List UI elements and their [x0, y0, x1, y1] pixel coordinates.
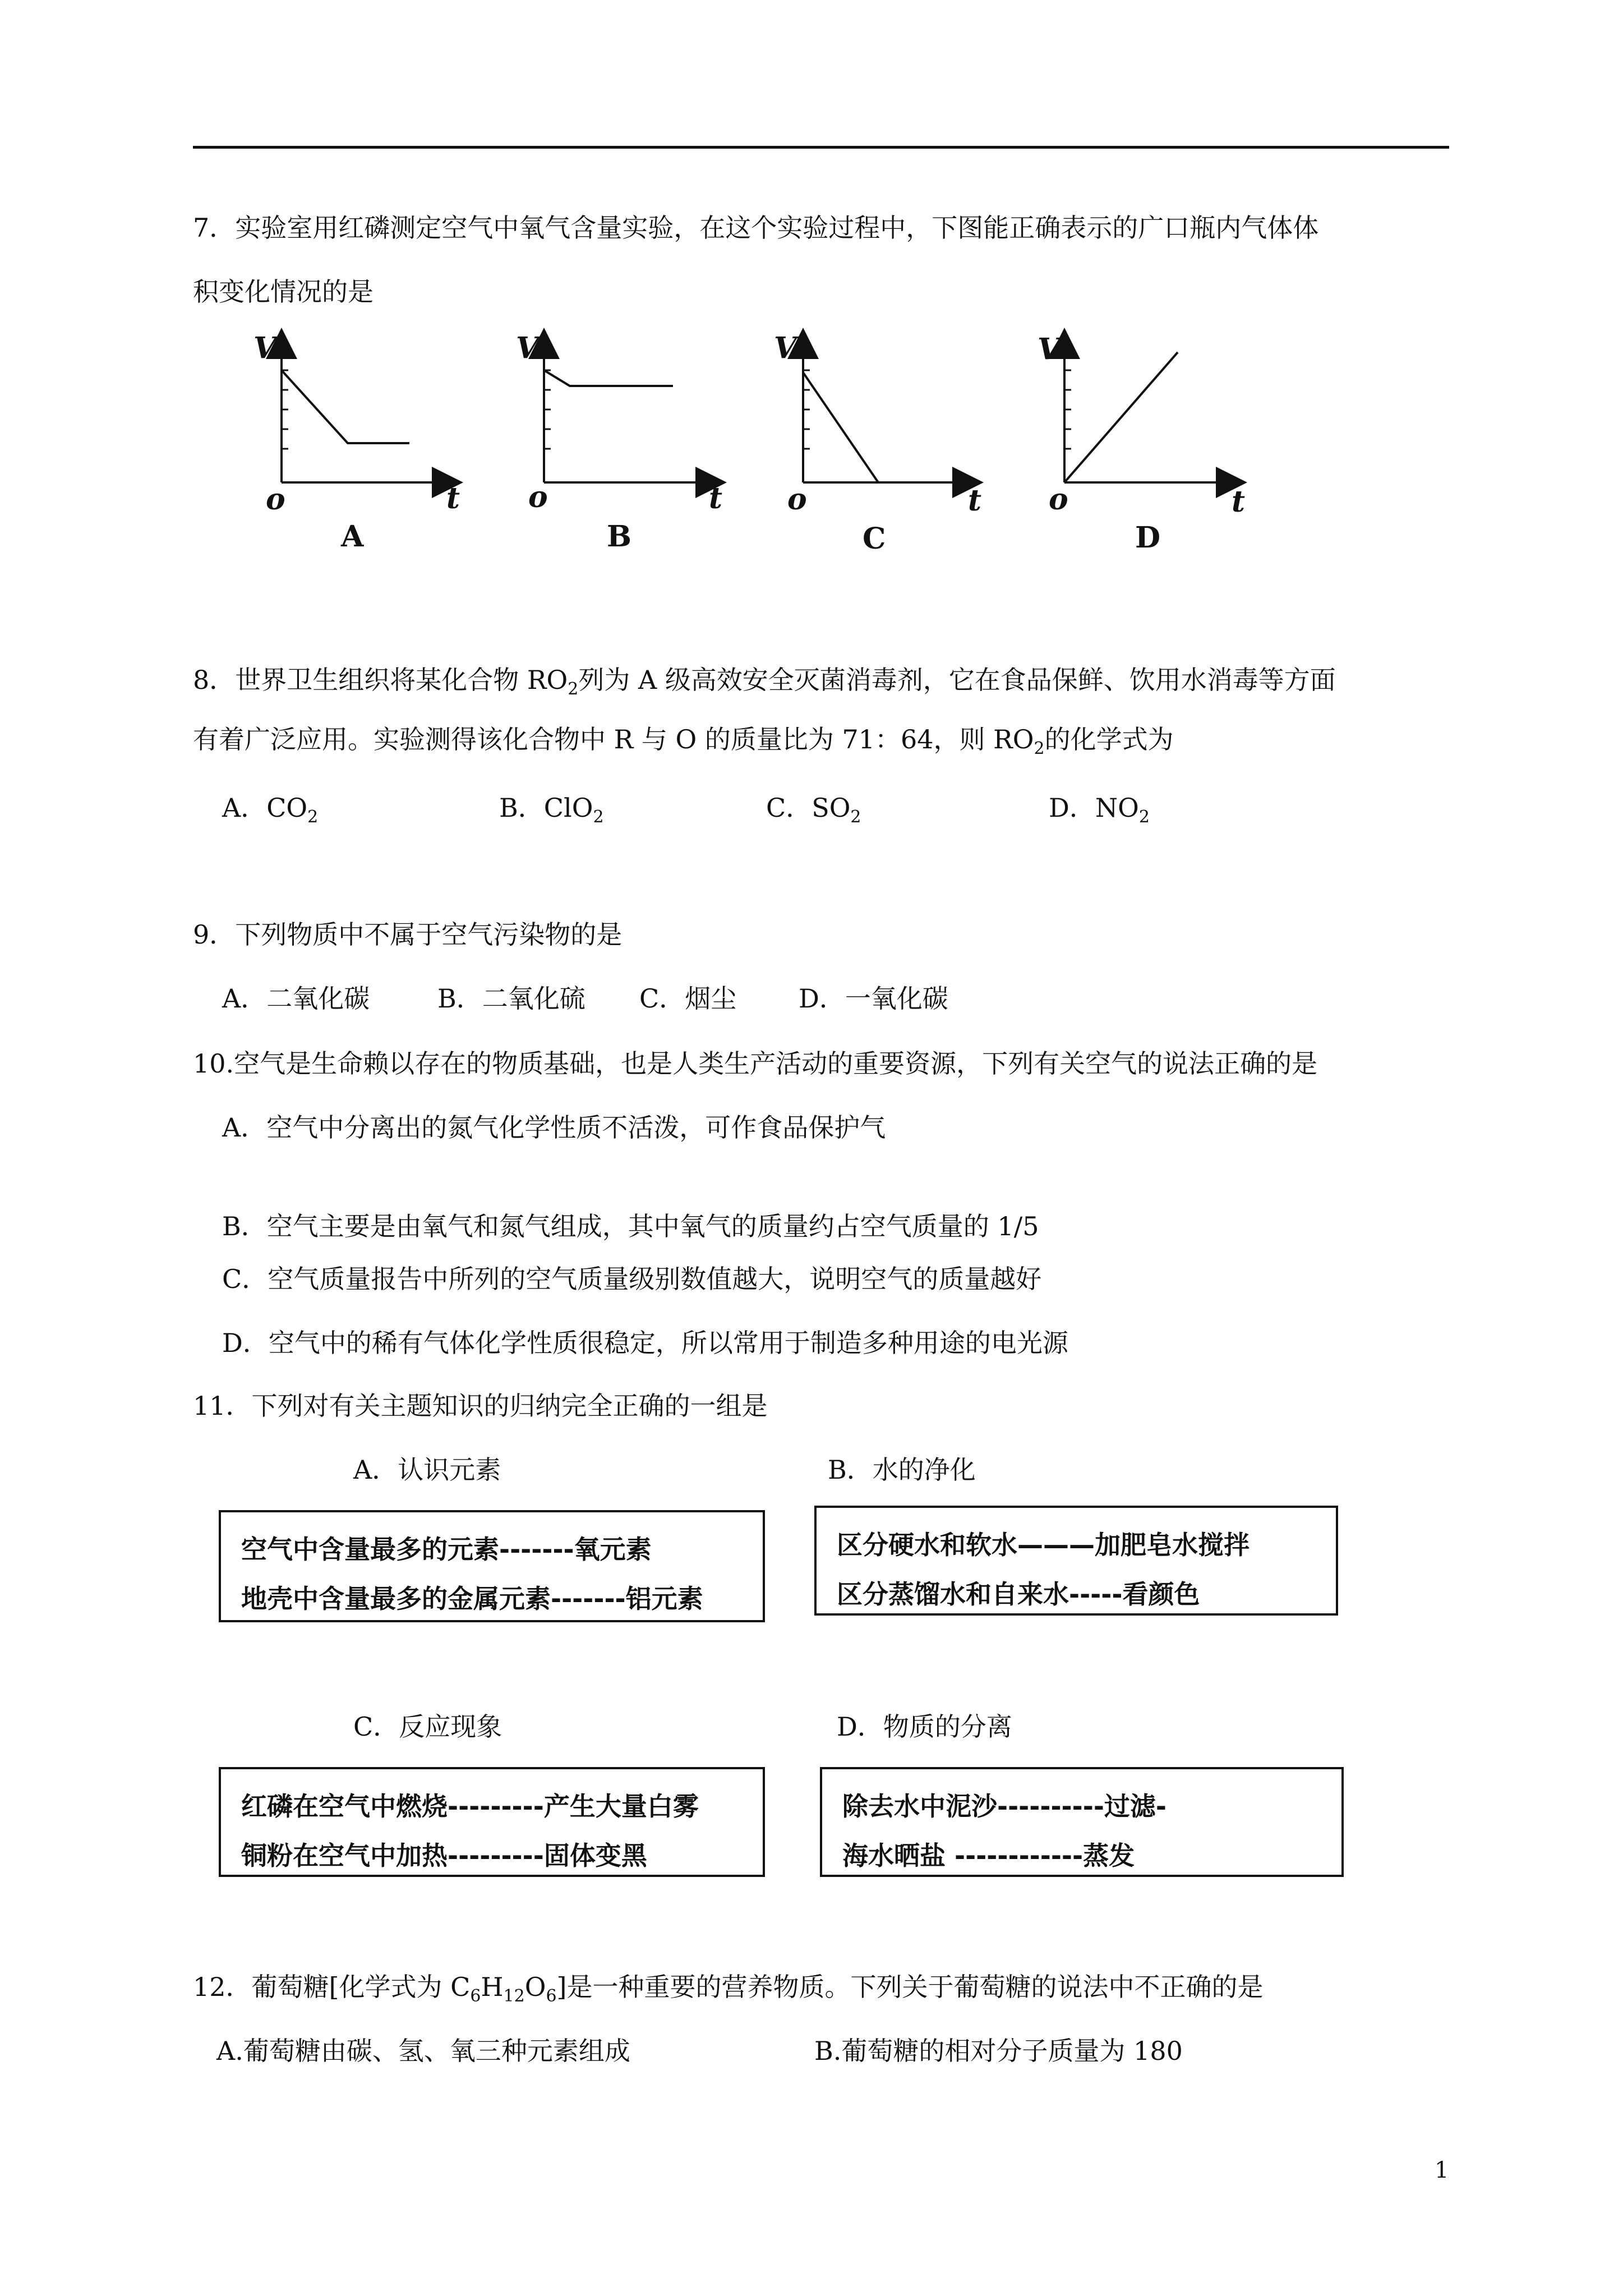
q11-group-d-box — [820, 1767, 1344, 1877]
q9-option-d: D．一氧化碳 — [799, 983, 948, 1014]
graph-a-curve — [282, 370, 409, 443]
graph-a-y-label: V — [253, 331, 276, 365]
graph-d-y-label: V — [1038, 332, 1061, 366]
q11-group-c-title: C．反应现象 — [353, 1711, 502, 1742]
q11-group-b-title: B．水的净化 — [828, 1455, 976, 1485]
q10-line1: 10.空气是生命赖以存在的物质基础，也是人类生产活动的重要资源，下列有关空气的说法正确的是 — [193, 1048, 1318, 1079]
q8-option-b: B．ClO$_2$ — [499, 793, 604, 827]
q8-option-d: D．$NO_2$ — [1049, 793, 1150, 827]
q10-option-c: C．空气质量报告中所列的空气质量级别数值越大，说明空气的质量越好 — [222, 1264, 1042, 1294]
graph-b-y-label: V — [516, 331, 539, 365]
q9-option-b: B．二氧化硫 — [437, 983, 585, 1014]
q7-graphs — [236, 325, 1290, 561]
q11-group-b-line1: 区分硬水和软水———加肥皂水搅拌 — [837, 1530, 1249, 1560]
graph-b-curve — [544, 370, 673, 386]
graph-c-curve — [803, 372, 878, 482]
q10-option-d: D．空气中的稀有气体化学性质很稳定，所以常用于制造多种用途的电光源 — [222, 1328, 1068, 1358]
q9-line1: 9．下列物质中不属于空气污染物的是 — [193, 919, 623, 950]
q10-option-a: A．空气中分离出的氮气化学性质不活泼，可作食品保护气 — [222, 1112, 886, 1143]
q11-group-c-line2: 铜粉在空气中加热---------固体变黑 — [241, 1841, 647, 1871]
q8-line1: 8．世界卫生组织将某化合物 $RO_2$列为 A 级高效安全灭菌消毒剂，它在食品保鲜、饮用水消毒等方面 — [193, 665, 1336, 699]
graph-c-y-label: V — [774, 331, 797, 365]
q9-option-a: A．二氧化碳 — [222, 983, 370, 1014]
q11-group-d-line1: 除去水中泥沙----------过滤- — [842, 1791, 1167, 1821]
q11-group-a-line2: 地壳中含量最多的金属元素-------铝元素 — [241, 1584, 703, 1614]
q9-option-c: C．烟尘 — [639, 983, 737, 1014]
graph-c — [803, 337, 975, 482]
q12-line1: 12．葡萄糖[化学式为 $C_6H_{12}O_6$]是一种重要的营养物质。下列关于葡萄糖的说法中不正确的是 — [193, 1972, 1264, 2006]
graph-d — [1064, 337, 1238, 482]
q8-option-c: C．$SO_2$ — [766, 793, 861, 827]
header-rule — [193, 146, 1449, 149]
graph-a-caption: A — [341, 519, 364, 554]
graph-b — [544, 337, 718, 482]
q8-option-a: A．$CO_2$ — [222, 793, 319, 827]
q7-line1: 7．实验室用红磷测定空气中氧气含量实验，在这个实验过程中，下图能正确表示的广口瓶内气体体 — [193, 213, 1319, 243]
graph-c-x-label: t — [968, 484, 982, 518]
q11-group-b-box — [814, 1506, 1338, 1616]
graph-b-x-label: t — [709, 481, 723, 516]
q11-line1: 11．下列对有关主题知识的归纳完全正确的一组是 — [193, 1391, 768, 1421]
q11-group-c-line1: 红磷在空气中燃烧---------产生大量白雾 — [241, 1791, 699, 1821]
q7-line2: 积变化情况的是 — [193, 277, 374, 307]
q12-option-b: B.葡萄糖的相对分子质量为 180 — [814, 2036, 1183, 2066]
q10-option-b: B．空气主要是由氧气和氮气组成，其中氧气的质量约占空气质量的 1/5 — [222, 1211, 1039, 1241]
q11-group-b-line2: 区分蒸馏水和自来水-----看颜色 — [837, 1579, 1200, 1609]
graph-d-caption: D — [1135, 521, 1161, 555]
graph-a-x-label: t — [446, 481, 460, 516]
q8-line2: 有着广泛应用。实验测得该化合物中 R 与 O 的质量比为 71：64，则 $RO_2$的化学式为 — [193, 724, 1174, 758]
graph-a-origin: o — [266, 482, 285, 517]
graph-d-curve — [1064, 352, 1178, 482]
graph-d-x-label: t — [1232, 485, 1246, 519]
graph-b-origin: o — [528, 480, 548, 514]
graph-b-caption: B — [607, 519, 631, 554]
graph-c-caption: C — [863, 522, 886, 556]
graph-a — [282, 337, 454, 482]
q11-group-a-line1: 空气中含量最多的元素-------氧元素 — [241, 1534, 652, 1565]
q11-group-c-box — [219, 1767, 765, 1877]
q11-group-a-box — [219, 1510, 765, 1622]
q11-group-a-title: A．认识元素 — [353, 1455, 501, 1485]
q11-group-d-title: D．物质的分离 — [837, 1711, 1012, 1742]
q12-option-a: A.葡萄糖由碳、氢、氧三种元素组成 — [216, 2036, 630, 2066]
q11-group-d-line2: 海水晒盐 ------------蒸发 — [842, 1841, 1135, 1871]
graph-c-origin: o — [787, 482, 807, 517]
graph-d-origin: o — [1049, 482, 1068, 517]
page-number: 1 — [1435, 2157, 1449, 2183]
